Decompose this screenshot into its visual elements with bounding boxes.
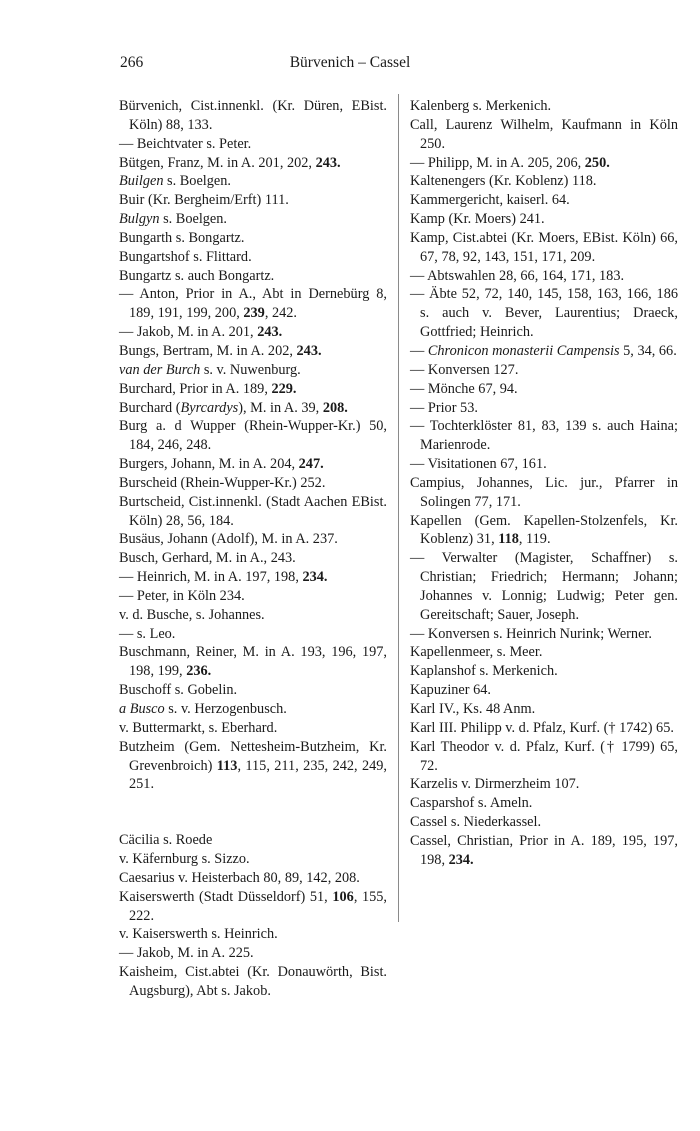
entry-text: v. d. Busche, s. Johannes. — [119, 606, 265, 623]
entry-text: Cäcilia s. Roede — [119, 832, 213, 849]
entry-text: Kammergericht, kaiserl. 64. — [410, 192, 570, 209]
index-entry — [119, 587, 387, 606]
entry-text: Kapuziner 64. — [410, 682, 491, 699]
entry-text: s. Boelgen. — [163, 173, 231, 190]
entry-text: — Verwalter (Magister, Schaffner) s. Christian; Friedrich; Hermann; Johann; Johannes v. Lonnig; Ludwig; Peter gen. Gereitschaft; Sauer, Joseph. — [410, 550, 678, 623]
entry-page-ref-bold: 243. — [315, 154, 341, 171]
index-entry — [119, 738, 387, 795]
index-entry — [410, 191, 678, 210]
index-entry — [119, 869, 387, 888]
entry-text: — Beichtvater s. Peter. — [119, 135, 252, 152]
entry-text: Bungarth s. Bongartz. — [119, 229, 245, 246]
index-entry — [119, 681, 387, 700]
entry-text: Burchard, Prior in A. 189, — [119, 380, 272, 397]
index-entry — [119, 323, 387, 342]
entry-page-ref-bold: 229. — [271, 380, 297, 397]
index-entry — [119, 850, 387, 869]
index-entry — [119, 606, 387, 625]
index-entry — [119, 361, 387, 380]
index-column-right — [410, 97, 678, 870]
index-entry — [119, 191, 387, 210]
entry-text: Busch, Gerhard, M. in A., 243. — [119, 550, 296, 567]
index-entry — [410, 417, 678, 455]
entry-text: — Abtswahlen 28, 66, 164, 171, 183. — [410, 267, 625, 284]
entry-text: Kaltenengers (Kr. Koblenz) 118. — [410, 173, 597, 190]
index-entry — [119, 248, 387, 267]
entry-page-ref-bold: 239 — [243, 305, 265, 322]
entry-text: — s. Leo. — [119, 625, 176, 642]
entry-text: Karl IV., Ks. 48 Anm. — [410, 701, 536, 717]
entry-text: Busäus, Johann (Adolf), M. in A. 237. — [119, 531, 338, 548]
index-entry — [410, 474, 678, 512]
index-entry — [119, 172, 387, 191]
entry-text: Kaiserswerth (Stadt Düsseldorf) 51, — [119, 888, 333, 905]
index-entry — [119, 267, 387, 286]
index-entry — [410, 549, 678, 624]
entry-text: Kaisheim, Cist.abtei (Kr. Donauwörth, Bist. Augsburg), Abt s. Jakob. — [119, 964, 387, 999]
entry-text: Bungartz s. auch Bongartz. — [119, 267, 275, 284]
index-entry — [410, 719, 678, 738]
entry-page-ref-bold: 247. — [298, 456, 324, 473]
index-entry — [410, 229, 678, 267]
section-gap — [119, 794, 387, 831]
index-entry — [119, 568, 387, 587]
entry-text: — Heinrich, M. in A. 197, 198, — [119, 569, 303, 586]
index-entry — [410, 643, 678, 662]
entry-text: Buir (Kr. Bergheim/Erft) 111. — [119, 192, 289, 209]
entry-text-italic: Chronicon monasterii Campensis — [427, 342, 620, 359]
entry-page-ref-bold: 208. — [322, 399, 348, 416]
index-entry — [410, 285, 678, 342]
entry-text: s. Boelgen. — [159, 211, 228, 228]
entry-text: — Philipp, M. in A. 205, 206, — [410, 154, 585, 171]
entry-page-ref-bold: 250. — [584, 154, 610, 171]
entry-text: v. Kaiserswerth s. Heinrich. — [119, 926, 278, 943]
entry-text: Call, Laurenz Wilhelm, Kaufmann in Köln 250. — [410, 116, 678, 152]
entry-page-ref-bold: 243. — [296, 342, 322, 359]
page-header — [0, 54, 700, 78]
index-entry — [119, 210, 387, 229]
entry-text: — Anton, Prior in A., Abt in Dernebürg 8, 189, 191, 199, 200, — [119, 286, 387, 322]
entry-text-italic: Bulgyn — [119, 211, 160, 228]
index-entry — [119, 625, 387, 644]
index-entry — [410, 662, 678, 681]
index-entry — [410, 154, 678, 173]
index-entry — [119, 700, 387, 719]
entry-text: Bürvenich, Cist.innenkl. (Kr. Düren, EBist. Köln) 88, 133. — [119, 98, 387, 133]
index-entry — [410, 832, 678, 870]
index-entry — [119, 963, 387, 1001]
entry-text: — Konversen 127. — [410, 361, 519, 378]
index-entry — [119, 285, 387, 323]
entry-text: — — [410, 342, 428, 359]
index-entry — [410, 97, 678, 116]
entry-text: Burgers, Johann, M. in A. 204, — [119, 456, 299, 473]
index-entry — [410, 455, 678, 474]
index-entry — [410, 512, 678, 550]
index-entry — [410, 775, 678, 794]
entry-text: s. v. Nuwenburg. — [200, 361, 301, 378]
index-entry — [410, 738, 678, 776]
index-entry — [410, 681, 678, 700]
index-entry — [119, 455, 387, 474]
index-entry — [119, 643, 387, 681]
index-entry — [119, 888, 387, 926]
entry-text-italic: Byrcardys — [180, 399, 239, 416]
entry-text-italic: a Busco — [119, 701, 165, 717]
running-title: Bürvenich – Cassel — [289, 54, 411, 71]
index-entry — [410, 342, 678, 361]
index-entry — [119, 417, 387, 455]
entry-page-ref-bold: 234. — [448, 851, 474, 868]
entry-text: Casparshof s. Ameln. — [410, 795, 533, 812]
entry-page-ref-bold: 236. — [186, 663, 212, 680]
index-entry — [119, 380, 387, 399]
entry-text: Kapellen (Gem. Kapellen-Stolzenfels, Kr. Koblenz) 31, — [410, 512, 678, 548]
index-entry — [410, 172, 678, 191]
index-entry — [119, 719, 387, 738]
index-entry — [410, 813, 678, 832]
entry-text: v. Buttermarkt, s. Eberhard. — [119, 719, 278, 736]
index-entry — [410, 399, 678, 418]
entry-text: Kaplanshof s. Merkenich. — [410, 663, 558, 680]
entry-page-ref-bold: 118 — [498, 531, 519, 548]
entry-text: Karl Theodor v. d. Pfalz, Kurf. († 1799) 65, 72. — [410, 738, 678, 774]
index-column-left — [119, 97, 387, 1001]
entry-text: Kamp, Cist.abtei (Kr. Moers, EBist. Köln) 66, 67, 78, 92, 143, 151, 171, 209. — [410, 229, 678, 265]
entry-text: Kamp (Kr. Moers) 241. — [410, 211, 545, 228]
index-entry — [119, 474, 387, 493]
entry-text: Karl III. Philipp v. d. Pfalz, Kurf. († 1742) 65. — [410, 719, 674, 736]
entry-text: — Peter, in Köln 234. — [119, 587, 245, 604]
entry-page-ref-bold: 113 — [216, 757, 238, 774]
entry-text: v. Käfernburg s. Sizzo. — [119, 851, 250, 868]
entry-text: 5, 34, 66. — [619, 342, 677, 359]
entry-text: Campius, Johannes, Lic. jur., Pfarrer in Solingen 77, 171. — [410, 474, 678, 510]
index-entry — [119, 342, 387, 361]
index-entry — [119, 944, 387, 963]
entry-page-ref-bold: 234. — [302, 569, 328, 586]
index-entry — [119, 154, 387, 173]
entry-text: — Konversen s. Heinrich Nurink; Werner. — [410, 625, 652, 642]
index-entry — [410, 794, 678, 813]
entry-text: — Tochterklöster 81, 83, 139 s. auch Haina; Marienrode. — [410, 418, 678, 454]
entry-text: — Mönche 67, 94. — [410, 380, 518, 397]
entry-text: Buschoff s. Gobelin. — [119, 682, 238, 699]
entry-page-ref-bold: 243. — [257, 324, 283, 341]
index-entry — [119, 135, 387, 154]
entry-text: — Äbte 52, 72, 140, 145, 158, 163, 166, 186 s. auch v. Bever, Laurentius; Draeck, Gottfried; Heinrich. — [410, 286, 678, 341]
entry-text: Bungartshof s. Flittard. — [119, 248, 252, 265]
index-entry — [119, 530, 387, 549]
entry-page-ref-bold: 106 — [332, 888, 354, 905]
index-entry — [410, 700, 678, 719]
entry-text: Bütgen, Franz, M. in A. 201, 202, — [119, 154, 316, 171]
index-entry — [119, 229, 387, 248]
entry-text: Burtscheid, Cist.innenkl. (Stadt Aachen EBist. Köln) 28, 56, 184. — [119, 493, 387, 529]
entry-text: ), M. in A. 39, — [238, 399, 323, 416]
entry-text: , 115, 211, 235, 242, 249, 251. — [129, 757, 388, 793]
index-entry — [119, 97, 387, 135]
entry-text: Cassel s. Niederkassel. — [410, 814, 542, 831]
entry-text: , 119. — [518, 531, 551, 548]
entry-text: — Prior 53. — [410, 399, 478, 416]
entry-text: , 242. — [264, 305, 297, 322]
index-entry — [410, 625, 678, 644]
entry-text: — Visitationen 67, 161. — [410, 456, 547, 473]
index-entry — [410, 361, 678, 380]
index-entry — [119, 399, 387, 418]
entry-text: — Jakob, M. in A. 225. — [119, 945, 254, 962]
entry-text: , 155, 222. — [129, 888, 388, 924]
entry-text: Cassel, Christian, Prior in A. 189, 195, 197, 198, — [410, 832, 678, 868]
entry-text: Kapellenmeer, s. Meer. — [410, 644, 543, 661]
entry-text: Caesarius v. Heisterbach 80, 89, 142, 208. — [119, 869, 360, 886]
entry-text: Burg a. d Wupper (Rhein-Wupper-Kr.) 50, 184, 246, 248. — [119, 418, 387, 454]
entry-text: Burchard ( — [119, 399, 181, 416]
entry-text: Buschmann, Reiner, M. in A. 193, 196, 197, 198, 199, — [119, 644, 387, 680]
column-divider — [398, 94, 399, 922]
entry-text: Butzheim (Gem. Nettesheim-Butzheim, Kr. Grevenbroich) — [119, 738, 387, 774]
index-entry — [119, 831, 387, 850]
entry-text-italic: van der Burch — [119, 361, 201, 378]
entry-text: s. v. Herzogenbusch. — [164, 701, 287, 717]
entry-text-italic: Builgen — [119, 173, 164, 190]
index-entry — [410, 380, 678, 399]
entry-text: — Jakob, M. in A. 201, — [119, 324, 258, 341]
entry-text: Bungs, Bertram, M. in A. 202, — [119, 342, 297, 359]
index-entry — [410, 210, 678, 229]
entry-text: Burscheid (Rhein-Wupper-Kr.) 252. — [119, 474, 326, 491]
page-number: 266 — [120, 54, 144, 71]
entry-text: Karzelis v. Dirmerzheim 107. — [410, 776, 580, 793]
index-entry — [119, 493, 387, 531]
index-entry — [119, 925, 387, 944]
index-entry — [410, 267, 678, 286]
index-entry — [410, 116, 678, 154]
entry-text: Kalenberg s. Merkenich. — [410, 98, 552, 114]
index-entry — [119, 549, 387, 568]
